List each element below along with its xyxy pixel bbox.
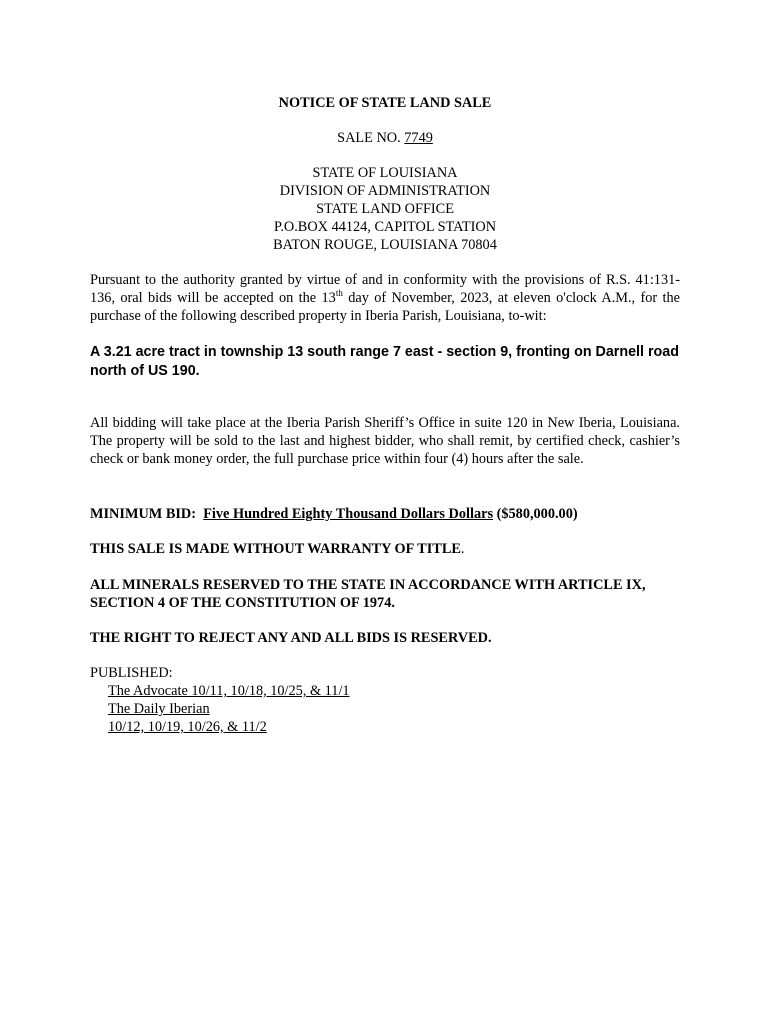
authority-paragraph (90, 271, 680, 325)
sale-number-label: SALE NO. (337, 130, 405, 146)
address-line-city: BATON ROUGE, LOUISIANA 70804 (273, 237, 497, 253)
minimum-bid-words: Five Hundred Eighty Thousand Dollars Dollars (203, 506, 494, 522)
sale-number-line (90, 129, 680, 147)
publication-entry: 10/12, 10/19, 10/26, & 11/2 (108, 719, 267, 735)
address-line-office: STATE LAND OFFICE (316, 201, 454, 217)
ordinal-suffix: th (335, 288, 343, 299)
warranty-period: . (460, 541, 465, 557)
address-line-pobox: P.O.BOX 44124, CAPITOL STATION (273, 219, 497, 235)
tract-description: A 3.21 acre tract in township 13 south range 7 east - section 9, fronting on Darnell road north of US 190. (90, 344, 679, 379)
warranty-text: THIS SALE IS MADE WITHOUT WARRANTY OF TITLE (90, 541, 461, 557)
bidding-paragraph: All bidding will take place at the Iberia Parish Sheriff’s Office in suite 120 in New Iberia, Louisiana. The property will be sold to the last and highest bidder, who shall remit, by certified check, cashier’s check or bank money order, the full purchase price within four (4) hours after the sale. (90, 415, 680, 467)
publication-entry: The Advocate 10/11, 10/18, 10/25, & 11/1 (108, 683, 350, 699)
authority-text-end: day of November, 2023, at eleven o'clock A.M., for the purchase of the following described property in Iberia Parish, Louisiana, to-wit: (90, 290, 681, 324)
address-line-state: STATE OF LOUISIANA (312, 165, 458, 181)
minimum-bid-label: MINIMUM BID: (90, 506, 197, 522)
authority-text-start: Pursuant to the authority granted by virtue of and in conformity with the provisions of R.S. 41:131-136, oral bids will be accepted on the 13 (90, 272, 680, 306)
publication-entry: The Daily Iberian (108, 701, 210, 717)
address-line-division: DIVISION OF ADMINISTRATION (279, 183, 491, 199)
minimum-bid-line (90, 505, 690, 523)
office-address (90, 164, 680, 254)
notice-title: NOTICE OF STATE LAND SALE (278, 95, 492, 111)
reject-statement: THE RIGHT TO REJECT ANY AND ALL BIDS IS RESERVED. (90, 630, 492, 646)
minimum-bid-amount: ($580,000.00) (496, 506, 578, 522)
published-label: PUBLISHED: (90, 665, 173, 681)
minerals-statement: ALL MINERALS RESERVED TO THE STATE IN ACCORDANCE WITH ARTICLE IX, SECTION 4 OF THE CONSTITUTION OF 1974. (90, 577, 646, 611)
warranty-statement (90, 540, 690, 558)
published-section (90, 664, 680, 736)
sale-number: 7749 (404, 130, 433, 146)
